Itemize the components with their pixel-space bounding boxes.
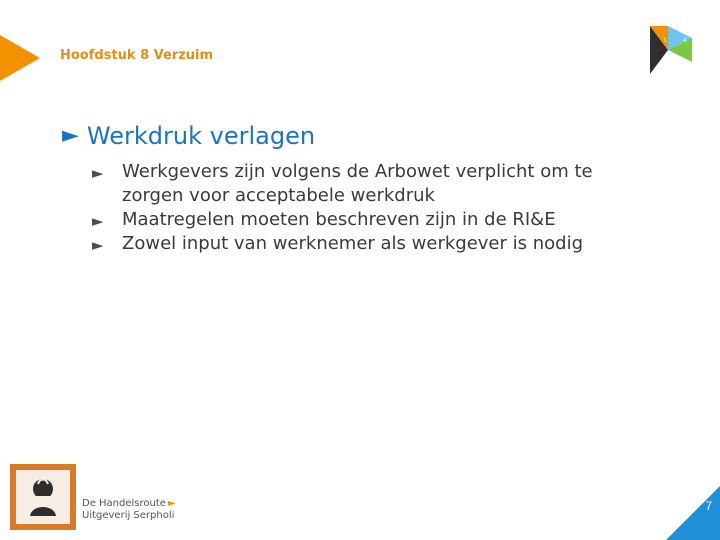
logo-badge-left-text: L — [664, 37, 668, 44]
bullet-arrow-icon: ► — [92, 164, 104, 182]
publisher-arrow-icon: ► — [167, 498, 176, 509]
publisher-line-1 — [82, 498, 176, 510]
bullet-item — [92, 208, 652, 232]
title-arrow-icon: ► — [62, 123, 79, 148]
orange-triangle-icon — [0, 35, 40, 81]
bullet-item — [92, 232, 652, 256]
chapter-label: Hoofdstuk 8 Verzuim — [60, 48, 214, 63]
page-number: 7 — [705, 499, 712, 513]
portrait-logo-inner — [16, 470, 70, 524]
page-corner-shape — [666, 486, 720, 540]
bullet-item — [92, 160, 652, 208]
portrait-logo-icon — [10, 464, 76, 530]
bullet-arrow-icon: ► — [92, 212, 104, 230]
slide-title: Werkdruk verlagen — [86, 122, 316, 150]
geometric-logo-icon — [648, 24, 694, 76]
bullet-list — [92, 160, 652, 256]
publisher-name: De Handelsroute — [82, 498, 166, 509]
bullet-text: Werkgevers zijn volgens de Arbowet verplicht om te zorgen voor acceptabele werkdruk — [122, 161, 593, 206]
publisher-line-2: Uitgeverij Serpholi — [82, 510, 175, 521]
publisher-block — [82, 498, 176, 522]
title-row — [62, 120, 315, 152]
bullet-arrow-icon: ► — [92, 236, 104, 254]
bullet-text: Zowel input van werknemer als werkgever is nodig — [122, 233, 584, 254]
logo-badge-right-text: 4 — [683, 37, 687, 44]
bullet-text: Maatregelen moeten beschreven zijn in de RI&E — [122, 209, 556, 230]
